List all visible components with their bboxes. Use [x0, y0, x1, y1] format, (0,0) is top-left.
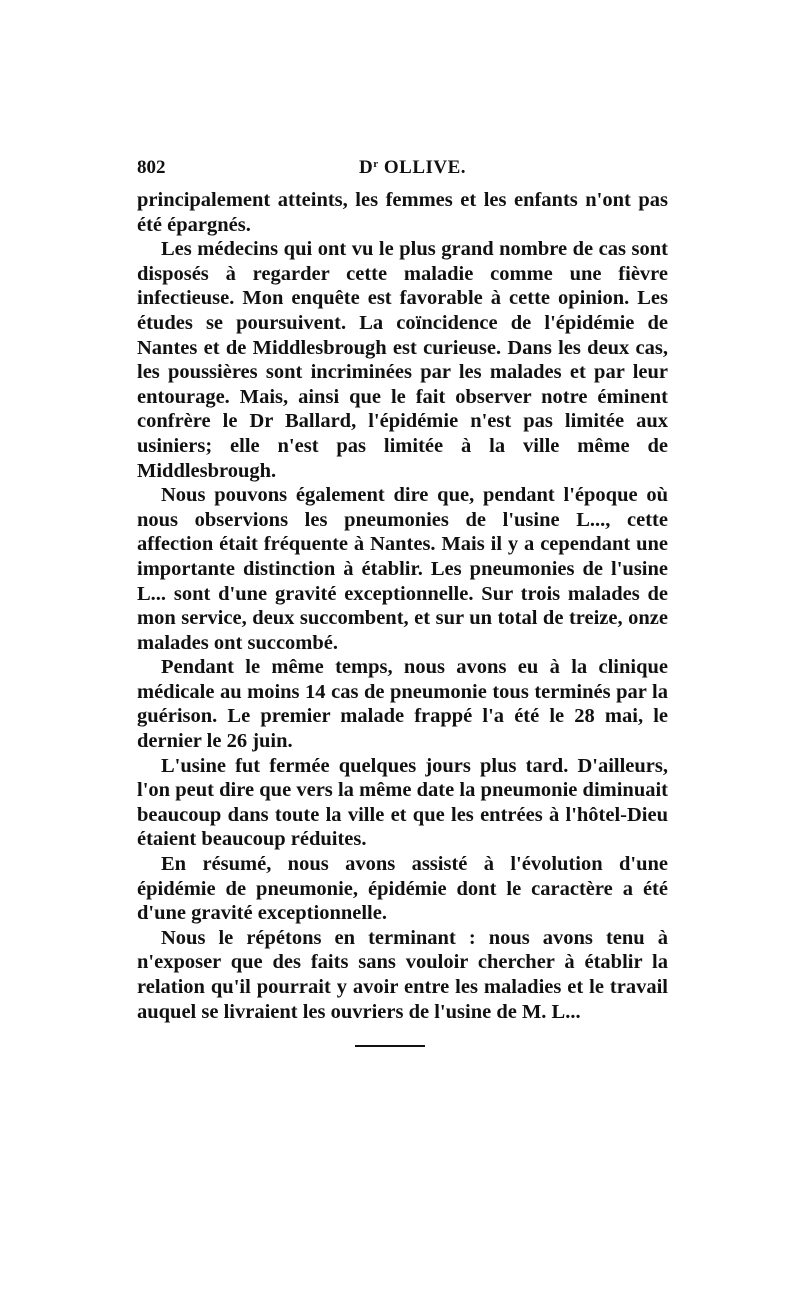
running-head-superscript: r	[373, 158, 379, 170]
page-number: 802	[137, 157, 166, 178]
paragraph-conclusion: Nous le répétons en terminant : nous avons tenu à n'exposer que des faits sans vouloir chercher à établir la relation qu'il pourrait y avoir entre les maladies et le travail auquel se livraient les ouvriers de l'usine de M. L...	[137, 926, 668, 1023]
paragraph-fever-hypothesis: Les médecins qui ont vu le plus grand nombre de cas sont disposés à regarder cette maladie comme une fièvre infectieuse. Mon enquête est favorable à cette opinion. Les études se poursuivent. La coïncidence de l'épidémie de Nantes et de Middlesbrough est curieuse. Dans les deux cas, les poussières sont incriminées par les malades et par leur entourage. Mais, ainsi que le fait observer notre éminent confrère le Dr Ballard, l'épidémie n'est pas limitée aux usiniers; elle n'est pas limitée à la ville même de Middlesbrough.	[137, 238, 668, 482]
running-head-title: D	[359, 157, 374, 178]
paragraph-continuation: principalement atteints, les femmes et les enfants n'ont pas été épargnés.	[137, 189, 668, 236]
paragraph-summary: En résumé, nous avons assisté à l'évolution d'une épidémie de pneumonie, épidémie dont le caractère a été d'une gravité exceptionnelle.	[137, 853, 668, 925]
page-header	[137, 157, 671, 183]
paragraph-clinic-cases: Pendant le même temps, nous avons eu à la clinique médicale au moins 14 cas de pneumonie tous terminés par la guérison. Le premier malade frappé l'a été le 28 mai, le dernier le 26 juin.	[137, 656, 668, 753]
running-head-author: OLLIVE.	[378, 157, 467, 178]
running-head	[359, 157, 466, 179]
body-text	[137, 188, 668, 1024]
section-end-rule	[355, 1045, 425, 1047]
paragraph-factory-closure: L'usine fut fermée quelques jours plus tard. D'ailleurs, l'on peut dire que vers la même date la pneumonie diminuait beaucoup dans toute la ville et que les entrées à l'hôtel-Dieu étaient beaucoup réduites.	[137, 754, 668, 851]
paragraph-nantes-frequency: Nous pouvons également dire que, pendant l'époque où nous observions les pneumonies de l'usine L..., cette affection était fréquente à Nantes. Mais il y a cependant une importante distinction à établir. Les pneumonies de l'usine L... sont d'une gravité exceptionnelle. Sur trois malades de mon service, deux succombent, et sur un total de treize, onze malades ont succombé.	[137, 484, 668, 654]
